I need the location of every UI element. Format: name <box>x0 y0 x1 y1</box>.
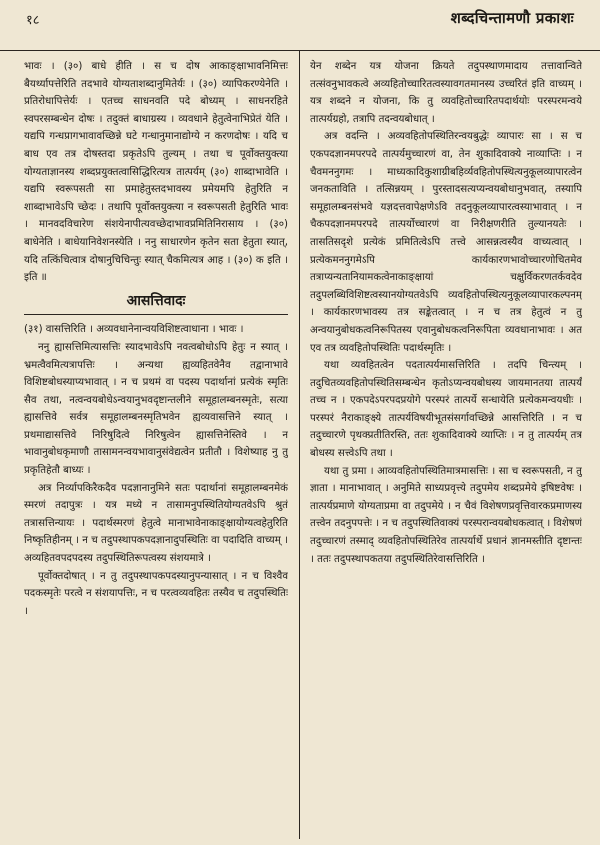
page-number: १८ <box>26 13 40 28</box>
commentary-paragraph: पूर्वोक्तदोषात् । न तु तदुपस्थापकपदस्यानुपन्यासात् । न च विश्वैव पदकस्मृतेः परत्वे न संशयापत्तिः, न च परत्वव्यवहितः तस्यैव च तदुपस्थितिः । <box>24 570 288 617</box>
running-title: शब्दचिन्तामणौ प्रकाशः <box>450 9 574 27</box>
column-divider <box>299 50 300 839</box>
commentary-paragraph: (३१) वासत्तिरिति । अव्यवधानेनान्वयविशिष्टत्वाधाना । भावः । <box>24 324 244 336</box>
commentary-paragraph: ननु ह्यासत्तिमित्यासत्तिः स्यादभावेऽपि नवत्वबोधोऽपि हेतुः न स्यात् । भ्रमत्वैवमित्यत्रापत्तिः । अन्यथा ह्यव्यहितवेनैव तद्वानाभावे विशिष्टबोधस्याप्यभावात् । न च प्रथमं वा पदस्य पदार्थानां प्रत्येकं स्मृतिः सैव तथा, नत्वन्वयबोधेऽन्वयानुभवदृष्टान्तलीने समूहालम्बनस्मृतेः, सत्या ह्यासत्तिवे सर्वत्र समूहालम्बनस्मृतिभवेन ह्यव्यवासत्तिने स्यात् । प्रथमाद्यासत्तिवे निरिषुदित्वे निरिषुत्वेन ह्यासत्तिनेस्तिवे । न भावानुबोधकृमाणौ तासामनन्वयभावानुसंवेद्यत्वेन प्रतीतौ । विशेष्याह नु तु प्रकृतिहेतौ बाध्यः । <box>24 341 288 477</box>
section-rule <box>24 314 288 315</box>
commentary-paragraph: भावः । (३०) बाधे हीति । स च दोष आकाङ्क्षाभावनिमित्तः बैयर्थ्यापत्तेरिति तदभावे योग्यताशब्दानुमितेर्यः । (३०) व्यापिकरण्येनेति । प्रतिरोधापित्तेर्यः । एतच्च साधनवति पदे बोध्यम् । साधनरहिते स्वपरसम्बन्धेन दोषः । तदुक्तं बाधाग्रस्य । व्यवधाने हेतुत्वेनाभिप्रेतं येति । यद्यपि गन्धप्रागभावावच्छिन्ने घटे गन्धानुमानाद्योग्ये न करणदोषः । यदि च बाध एव तत्र दोषस्तदा प्रकृतेऽपि तुल्यम् । तथा च पूर्वोक्तयुक्त्या योग्यताज्ञानस्य शब्दप्रयुक्तत्वासिद्धिरित्यत्र तात्पर्यम् (३०) शाब्दाभावेति । यद्यपि स्वरूपसती सा प्रमाहेतुस्तदभावस्य प्रमेयमपि हेतुरिति न शाब्दाभावेऽपि च्छेदः । तथापि पूर्वोक्तयुक्त्या न स्वरूपसती हेतुरिति भावः । मानवदविचारेण संशयेनापीत्यवच्छेदाभावप्रमितिनिरासाय । (३०) बाधेनेति । बाधेयानिवेशनस्येति । ननु साधारणेन कृतेन सता हेतुता स्यात्, यदि तत्किंचित्वात्र दोषानुचिचिन्तुः स्यात् चैकमित्यत्र आह । (३०) क इति । इति ॥ <box>24 61 288 284</box>
section-title: आसत्तिवादः <box>126 292 186 309</box>
right-column <box>310 58 582 843</box>
left-column <box>24 58 288 843</box>
commentary-paragraph: यथा व्यवहितत्वेन पदतात्पर्यमासत्तिरिति । तदपि चिन्त्यम् । तदुचितव्यवहितोपस्थितिसम्बन्धेन कृतोऽप्यन्वयबोधस्य जायमानतया तात्पर्यं तच्च न । एकपदेऽपरपदप्रयोगे परस्परं तात्पर्ये सन्धायेति प्रत्येकमन्वयधीः । परस्परं नैराकाङ्क्ष्ये तात्पर्यविषयीभूतसंसर्गावच्छिन्ने आसत्तिरिति । न च तदुच्चारणे पृथक्प्रतीतिरस्ति, ततः शुकादिवाक्ये व्याप्तिः । न तु तात्पर्यम् तत्र बोधस्य सत्त्वेऽपि तथा । <box>310 360 582 460</box>
commentary-paragraph: अत्र वदन्ति । अव्यवहितोपस्थितिरन्वयबुद्धेः व्यापारः सा । स च एकपदज्ञानमपरपदे तात्पर्यमुच्चारणं वा, तेन शुकादिवाक्ये नाव्याप्तिः । न चैवमननुगमः । माध्यकादिकुशाग्रीबहिर्व्यवहितोपस्थित्यनुकूलव्यापारत्वेन जनकताविति । तत्सिन्नयम् । पुरस्तादसत्यप्यन्वयबोधानुभवात्, तस्यापि समूहालम्बनसंभवे यज्ञदत्तवापेक्षणेऽवि तदनुकूलव्यापारत्वस्याभावात् । न चैकपदज्ञानमपरपदे तात्पर्योच्चारणं वा निरीक्षणरीति तुल्यानयतेः । तासतिसदृशे प्रत्येकं प्रमितित्वेऽपि तत्त्वे आसन्नत्वस्यैव वाच्यत्वात् । प्रत्येकमननुगमेऽपि कार्यकारणभावोच्चारणोचितमेव तत्राप्यन्यतानियामकत्वेनाकाङ्क्षायां चक्षुर्विकरणतर्कवदेव तदुपलब्धिविशिष्टत्वस्यानयोग्यतवेऽपि व्यवहितोपस्थित्यनुकूलव्यापारकल्पनम् । कार्यकारणभावस्य तत्र सङ्केतत्वात् । न च तत्र हेतुत्वं न तु अन्वयानुबोधकत्वनिरूपितस्य एवानुबोधकत्वनिरूपिता व्यवधानाभावः । अत एव तत्र व्यवहितोपस्थितिः पदार्थस्मृतिः । <box>310 131 582 354</box>
commentary-paragraph: अत्र निर्व्यापकिरैकदैव पदज्ञानानुमिने सतः पदार्थानां समूहालम्बनमेकं स्मरणं तदापुत्रः । यत्र मध्ये न तासामनुपस्थितियोग्यतवेऽपि श्रुतं तत्रासत्तिन्यायः । पदार्थस्मरणं हेतुत्वे मानाभावेनाकाङ्क्षायोग्यत्वहेतुरिति निष्कृतिहीनम् । न च तदुपस्थापकपदज्ञानादुपस्थितिः वा पदादिति वाच्यम् । अव्यहितवपदपदस्य तदुपस्थितिरूपत्वस्य संशयमात्रे । <box>24 482 288 565</box>
commentary-paragraph: येन शब्देन यत्र योजना क्रियते तदुपस्थाणमादाय तत्तावान्विते तत्संवनुभावकत्वे अव्यहितोच्चारितत्वस्यावगतमानस्य उच्चरितं इति वाच्यम् । यत्र शब्दने न योजना, कि तु व्यवहितोच्चारितपदार्थयोः परस्परमन्वये तात्पर्यग्रहो, तत्रापि तदन्वयबोधात् । <box>310 61 582 125</box>
page-header <box>0 0 600 51</box>
commentary-paragraph: यथा तु प्रमा । आव्यवहितोपस्थितिमात्रमासत्तिः । सा च स्वरूपसती, न तु ज्ञाता । मानाभावात् । अनुमिते साध्यप्रवृत्त्ये तदुपमेय शब्दप्रमेये इषिष्टवेषः । तात्पर्यप्रमाणे योग्यताप्रमा वा तदुपमेये । न चैवं विशेषणप्रवृत्तिवारकप्रमाणस्य तत्त्वेन तदनुपपत्तेः । न च तदुपस्थितिवाक्यं परस्परान्वयबोधकत्वात् । विशेषणं तदुच्चारणं तस्माद् व्यवहितोपस्थितिरेव तात्पर्यार्थे प्रधानं ज्ञानमस्तीति दृष्टान्तः । ततः तदुपस्थापकतया तदुपस्थितिरेवासत्तिरिति । <box>310 465 582 565</box>
